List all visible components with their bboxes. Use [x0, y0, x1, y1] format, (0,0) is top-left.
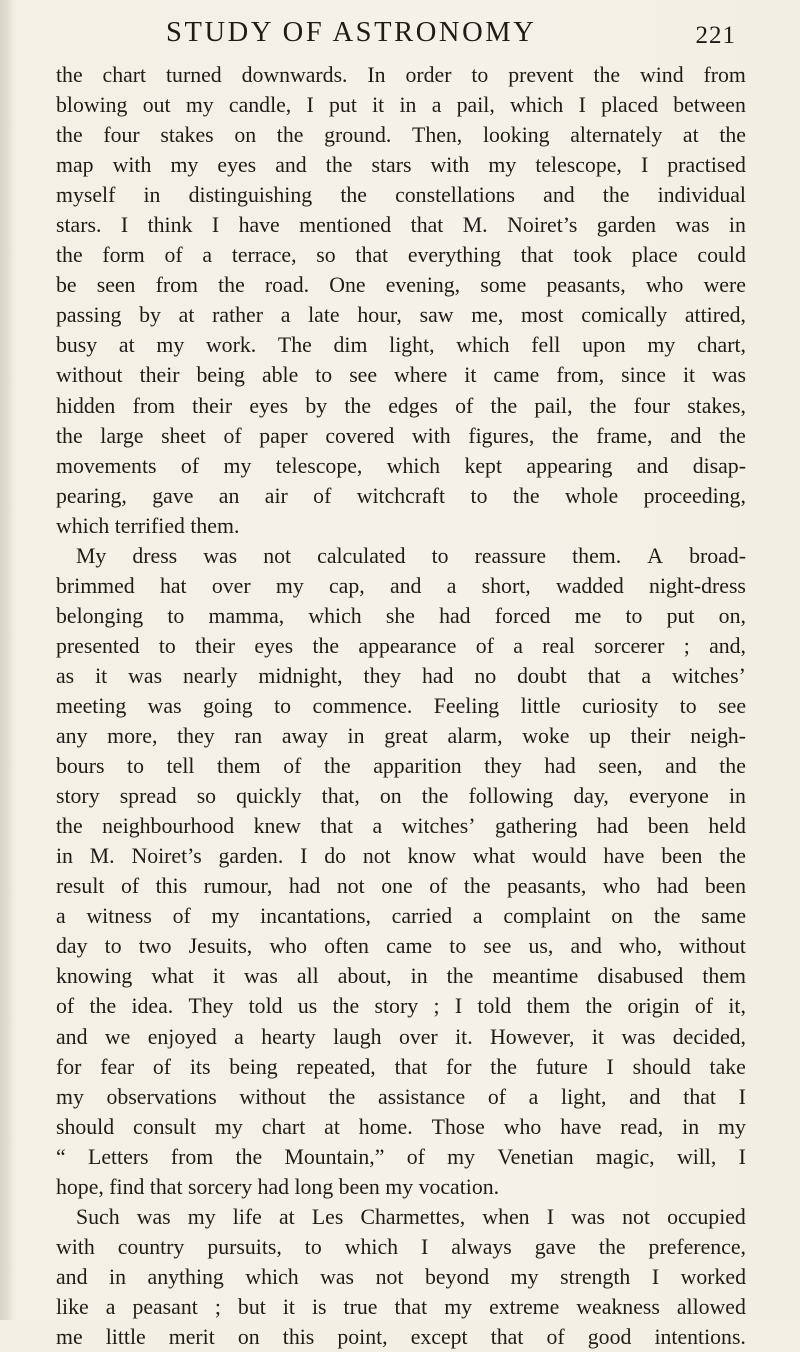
text-line: my observations without the assistance of a light, and that I — [56, 1084, 746, 1109]
text-line: My dress was not calculated to reassure them. A broad- — [76, 543, 746, 568]
text-line: for fear of its being repeated, that for the future I should take — [56, 1054, 746, 1079]
text-line: busy at my work. The dim light, which fell upon my chart, — [56, 333, 746, 358]
text-line: movements of my telescope, which kept appearing and disap- — [56, 453, 746, 478]
text-line: bours to tell them of the apparition they had seen, and the — [56, 754, 746, 779]
text-line: hope, find that sorcery had long been my vocation. — [56, 1174, 500, 1199]
text-line: “ Letters from the Mountain,” of my Venetian magic, will, I — [56, 1144, 746, 1169]
text-line: which terrified them. — [56, 513, 240, 538]
text-line: should consult my chart at home. Those who have read, in my — [56, 1114, 746, 1139]
text-line: passing by at rather a late hour, saw me, most comically attired, — [56, 303, 746, 328]
page-number: 221 — [695, 22, 736, 49]
running-head: STUDY OF ASTRONOMY — [166, 17, 537, 48]
text-line: of the idea. They told us the story ; I told them the origin of it, — [56, 994, 746, 1019]
text-line: the chart turned downwards. In order to prevent the wind from — [56, 63, 746, 87]
text-line: in M. Noiret’s garden. I do not know what would have been the — [56, 844, 746, 869]
text-line: hidden from their eyes by the edges of the pail, the four stakes, — [56, 393, 746, 418]
body-text — [56, 60, 746, 1352]
text-line: the four stakes on the ground. Then, looking alternately at the — [56, 123, 746, 148]
text-line: belonging to mamma, which she had forced me to put on, — [56, 603, 746, 628]
text-line: the form of a terrace, so that everything that took place could — [56, 243, 746, 268]
text-line: meeting was going to commence. Feeling little curiosity to see — [56, 693, 746, 718]
text-line: the large sheet of paper covered with figures, the frame, and the — [56, 423, 746, 448]
page-gutter-shadow — [0, 0, 14, 1320]
text-line: Such was my life at Les Charmettes, when I was not occupied — [76, 1204, 746, 1229]
text-line: and we enjoyed a hearty laugh over it. However, it was decided, — [56, 1024, 746, 1049]
text-line: without their being able to see where it came from, since it was — [56, 363, 746, 388]
text-line: any more, they ran away in great alarm, woke up their neigh- — [56, 724, 746, 749]
text-line: like a peasant ; but it is true that my extreme weakness allowed — [56, 1294, 746, 1319]
text-line: blowing out my candle, I put it in a pail, which I placed between — [56, 93, 746, 118]
text-line: presented to their eyes the appearance of a real sorcerer ; and, — [56, 633, 746, 658]
page-header — [166, 14, 736, 52]
text-line: as it was nearly midnight, they had no doubt that a witches’ — [56, 663, 746, 688]
text-line: a witness of my incantations, carried a complaint on the same — [56, 904, 746, 929]
text-line: story spread so quickly that, on the following day, everyone in — [56, 784, 746, 809]
text-line: and in anything which was not beyond my strength I worked — [56, 1264, 746, 1289]
text-line: result of this rumour, had not one of the peasants, who had been — [56, 874, 746, 899]
text-line: be seen from the road. One evening, some peasants, who were — [56, 273, 746, 298]
text-line: knowing what it was all about, in the meantime disabused them — [56, 964, 746, 989]
text-line: stars. I think I have mentioned that M. Noiret’s garden was in — [56, 213, 746, 238]
text-line: day to two Jesuits, who often came to see us, and who, without — [56, 934, 746, 959]
text-line: myself in distinguishing the constellations and the individual — [56, 183, 746, 208]
text-line: with country pursuits, to which I always gave the preference, — [56, 1234, 746, 1259]
text-line: me little merit on this point, except that of good intentions. — [56, 1324, 746, 1349]
text-line: pearing, gave an air of witchcraft to the whole proceeding, — [56, 483, 746, 508]
text-line: map with my eyes and the stars with my telescope, I practised — [56, 153, 746, 178]
text-line: brimmed hat over my cap, and a short, wadded night-dress — [56, 573, 746, 598]
text-line: the neighbourhood knew that a witches’ gathering had been held — [56, 814, 746, 839]
